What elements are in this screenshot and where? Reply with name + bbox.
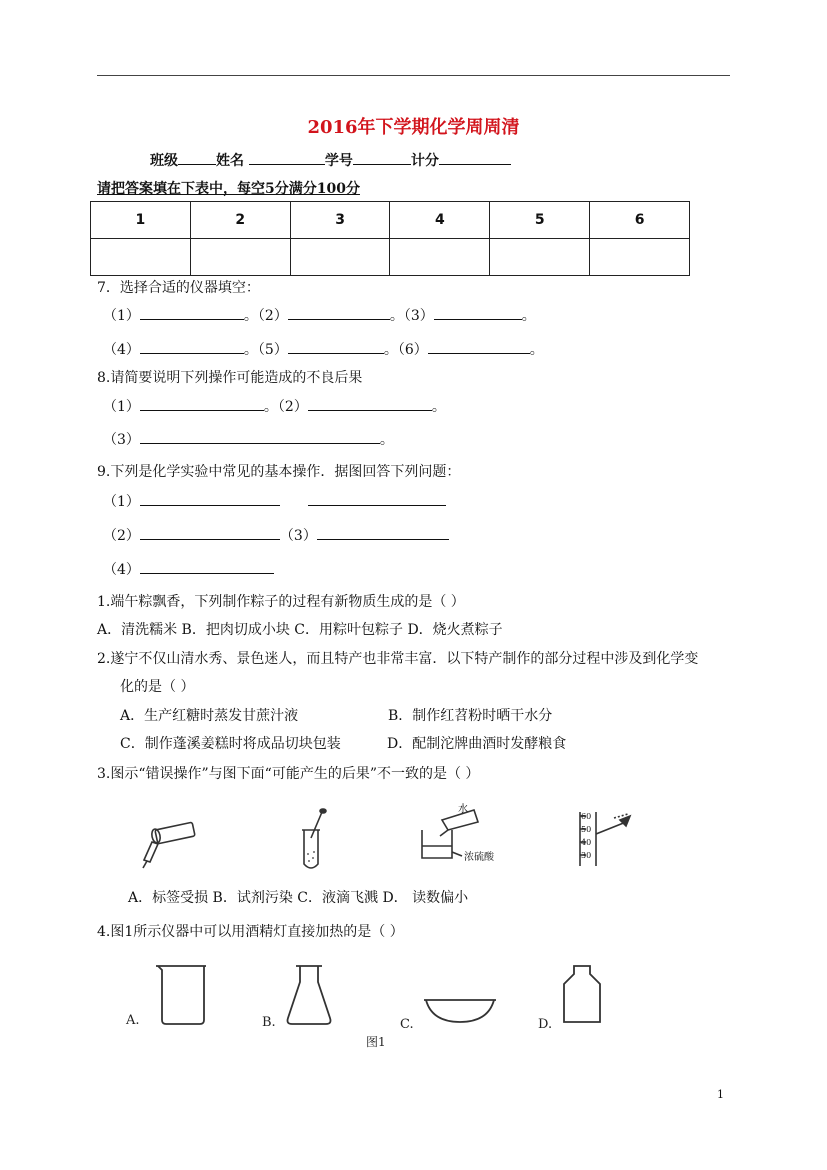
- q3-stem: 3.图示“错误操作”与图下面“可能产生的后果”不一致的是（ ）: [97, 766, 480, 782]
- reagent-bottle-icon: [564, 966, 600, 1022]
- q9-p1-label: （1）: [103, 494, 140, 510]
- page-title: 2016年下学期化学周周清: [307, 117, 520, 138]
- scale-tick-label: 60: [581, 812, 592, 821]
- q2-option-a: A．生产红糖时蒸发甘蔗汁液: [120, 708, 299, 724]
- q3-fig-water-label: 水: [458, 804, 468, 815]
- q7-line-1: [103, 305, 536, 325]
- q7-period: 。: [243, 342, 258, 358]
- q7-stem: 7．选择合适的仪器填空：: [97, 280, 260, 296]
- answer-header-cell: 2: [190, 202, 290, 239]
- answer-cell[interactable]: [390, 239, 490, 276]
- q7-period: 。: [521, 308, 536, 324]
- answer-cell[interactable]: [290, 239, 390, 276]
- q3-options: A．标签受损 B．试剂污染 C．液滴飞溅 D． 读数偏小: [128, 890, 469, 906]
- q7-period: 。: [389, 308, 404, 324]
- q7-period: 。: [243, 308, 258, 324]
- q4-label-b: B.: [262, 1015, 276, 1030]
- q8-line-1: [103, 396, 446, 416]
- q2-option-b: B．制作红苕粉时晒干水分: [388, 708, 553, 724]
- q8-period: 。: [263, 399, 278, 415]
- q8-blank-1[interactable]: [140, 397, 264, 411]
- q8-period: 。: [431, 399, 446, 415]
- q7-blank-4[interactable]: [140, 340, 244, 354]
- q9-blank-1b[interactable]: [308, 492, 446, 506]
- q9-blank-2[interactable]: [140, 526, 280, 540]
- answer-table: [90, 201, 690, 276]
- q8-period: 。: [379, 432, 394, 448]
- q9-p3-label: （3）: [279, 528, 317, 544]
- answer-header-cell: 1: [91, 202, 191, 239]
- q7-p6-label: （6）: [397, 342, 428, 358]
- q1-stem: 1.端午粽飘香，下列制作粽子的过程有新物质生成的是（ ）: [97, 594, 465, 610]
- answer-header-cell: 3: [290, 202, 390, 239]
- score-label: 计分: [410, 153, 439, 169]
- q8-line-2: [103, 429, 394, 449]
- q8-blank-2[interactable]: [308, 397, 432, 411]
- q9-stem: 9.下列是化学实验中常见的基本操作．据图回答下列问题：: [97, 464, 461, 480]
- q9-line-2: [103, 525, 449, 545]
- answer-header-cell: 5: [490, 202, 590, 239]
- q3-figure-beaker-pour-icon: [412, 800, 512, 866]
- number-label: 学号: [324, 153, 353, 169]
- header-rule: [97, 75, 730, 76]
- evaporating-dish-icon: [426, 1000, 494, 1022]
- answer-table-input-row: [91, 239, 690, 276]
- q9-p2-label: （2）: [103, 528, 140, 544]
- q7-period: 。: [383, 342, 398, 358]
- scale-tick-label: 40: [581, 838, 592, 847]
- name-blank[interactable]: [249, 150, 325, 165]
- q9-blank-1a[interactable]: [140, 492, 280, 506]
- student-info-line: [150, 150, 511, 170]
- q9-p4-label: （4）: [103, 562, 140, 578]
- q7-line-2: [103, 339, 544, 359]
- score-blank[interactable]: [439, 150, 511, 165]
- q7-period: 。: [529, 342, 544, 358]
- q2-option-d: D．配制沱牌曲酒时发酵粮食: [387, 736, 567, 752]
- q7-blank-6[interactable]: [428, 340, 530, 354]
- q2-stem-line1: 2.遂宁不仅山清水秀、景色迷人，而且特产也非常丰富．以下特产制作的部分过程中涉及到化学变: [97, 651, 699, 667]
- q4-label-a: A.: [126, 1013, 140, 1028]
- q7-blank-5[interactable]: [288, 340, 384, 354]
- scale-tick-label: 50: [581, 825, 592, 834]
- q3-fig-acid-label: 浓硫酸: [464, 852, 494, 863]
- q2-option-c: C．制作蓬溪姜糕时将成品切块包装: [120, 736, 341, 752]
- q7-p1-label: （1）: [103, 308, 140, 324]
- page-number: 1: [717, 1088, 724, 1101]
- q7-blank-3[interactable]: [434, 306, 522, 320]
- q7-p5-label: （5）: [257, 342, 288, 358]
- q9-blank-3[interactable]: [317, 526, 449, 540]
- answer-table-header-row: [91, 202, 690, 239]
- q9-blank-4[interactable]: [140, 560, 274, 574]
- answer-cell[interactable]: [91, 239, 191, 276]
- q2-stem-line2: 化的是（ ）: [120, 679, 195, 695]
- q8-blank-3[interactable]: [140, 430, 380, 444]
- class-label: 班级: [150, 153, 178, 169]
- q4-figure: [120, 960, 620, 1052]
- q8-stem: 8.请简要说明下列操作可能造成的不良后果: [97, 370, 363, 386]
- answer-header-cell: 4: [390, 202, 490, 239]
- q4-label-c: C.: [400, 1017, 414, 1032]
- answer-cell[interactable]: [190, 239, 290, 276]
- answer-cell[interactable]: [490, 239, 590, 276]
- q3-figure-test-tube-icon: [298, 808, 328, 872]
- number-blank[interactable]: [353, 150, 411, 165]
- conical-flask-icon: [288, 966, 331, 1024]
- q3-figure-cylinder-scale-icon: [570, 810, 640, 868]
- beaker-icon: [158, 966, 204, 1024]
- q7-p4-label: （4）: [103, 342, 140, 358]
- q7-blank-1[interactable]: [140, 306, 244, 320]
- q9-line-1: [103, 491, 446, 511]
- q8-p3-label: （3）: [103, 432, 140, 448]
- q8-p2-label: （2）: [277, 399, 308, 415]
- q4-caption: 图1: [366, 1035, 386, 1049]
- q7-blank-2[interactable]: [288, 306, 390, 320]
- name-label: 姓名: [216, 153, 244, 169]
- scale-tick-label: 30: [581, 851, 592, 860]
- q4-stem: 4.图1所示仪器中可以用酒精灯直接加热的是（ ）: [97, 924, 404, 940]
- answer-header-cell: 6: [590, 202, 690, 239]
- answer-cell[interactable]: [590, 239, 690, 276]
- q1-options: A．清洗糯米 B．把肉切成小块 C．用粽叶包粽子 D．烧火煮粽子: [97, 622, 503, 638]
- q4-label-d: D.: [538, 1017, 553, 1032]
- q7-p2-label: （2）: [257, 308, 288, 324]
- class-blank[interactable]: [178, 150, 216, 165]
- q3-figure-dropper-icon: [138, 818, 200, 870]
- q9-line-3: [103, 559, 274, 579]
- q7-p3-label: （3）: [403, 308, 434, 324]
- q8-p1-label: （1）: [103, 399, 140, 415]
- answer-instruction: 请把答案填在下表中，每空5分满分100分: [97, 181, 360, 197]
